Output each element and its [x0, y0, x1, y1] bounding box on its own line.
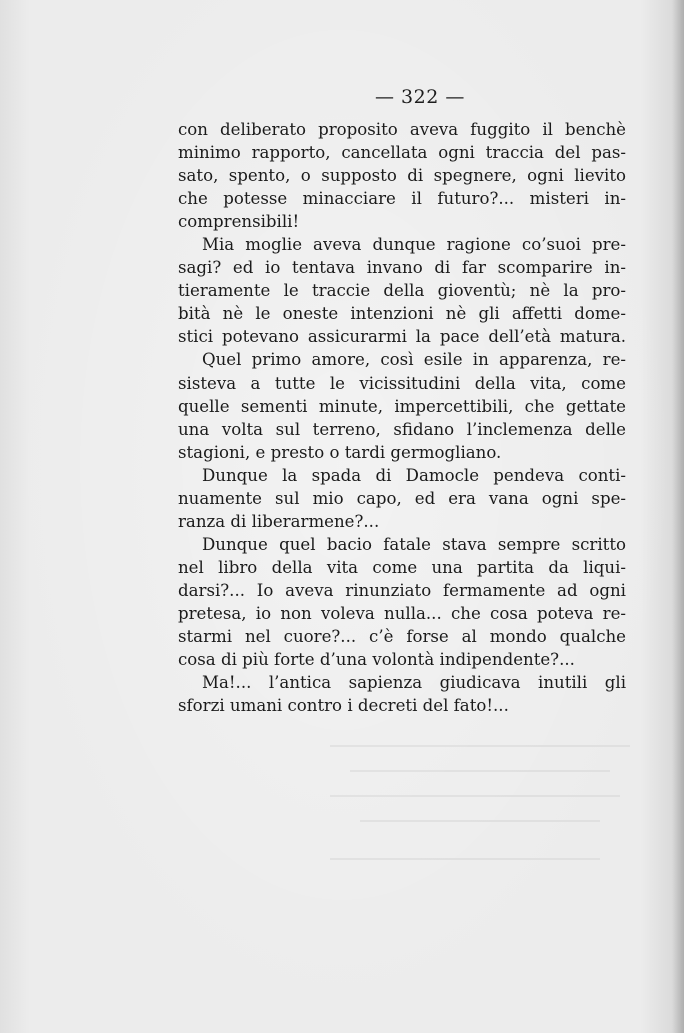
page-number: — 322 — [375, 86, 465, 108]
text-line: Dunque quel bacio fatale stava sempre scritto [202, 534, 626, 554]
text-line: tieramente le traccie della gioventù; nè la pro- [178, 281, 626, 301]
text-line: nel libro della vita come una partita da liqui- [178, 557, 626, 577]
text-line: sato, spento, o supposto di spegnere, ogni lievito [178, 166, 626, 186]
text-line: sisteva a tutte le vicissitudini della vita, come [178, 373, 626, 393]
text-line: Ma!... l’antica sapienza giudicava inutili gli [202, 673, 626, 693]
text-line: Mia moglie aveva dunque ragione co’suoi pre- [202, 235, 626, 255]
page-edge-shadow [672, 0, 684, 1033]
text-line: con deliberato proposito aveva fuggito il benchè [178, 120, 626, 139]
text-line: comprensibili! [178, 212, 300, 232]
text-line: stagioni, e presto o tardi germogliano. [178, 442, 502, 462]
body-text [178, 118, 626, 717]
text-line: Dunque la spada di Damocle pendeva conti- [202, 465, 626, 485]
text-line: sagi? ed io tentava invano di far scomparire in- [178, 258, 626, 278]
show-through-mark [350, 770, 610, 772]
text-line: ranza di liberarmene?... [178, 511, 380, 531]
text-line: minimo rapporto, cancellata ogni traccia del pas- [178, 143, 626, 163]
show-through-mark [330, 858, 600, 860]
text-line: stici potevano assicurarmi la pace dell’età matura. [178, 327, 626, 347]
text-line: che potesse minacciare il futuro?... misteri in- [178, 189, 626, 209]
text-line: quelle sementi minute, impercettibili, che gettate [178, 396, 626, 416]
text-line: darsi?... Io aveva rinunziato fermamente ad ogni [178, 580, 626, 600]
text-line: bità nè le oneste intenzioni nè gli affetti dome- [178, 304, 626, 324]
text-line: starmi nel cuore?... c’è forse al mondo qualche [178, 627, 626, 647]
text-line: sforzi umani contro i decreti del fato!... [178, 696, 509, 716]
show-through-mark [330, 795, 620, 797]
text-line: Quel primo amore, così esile in apparenza, re- [202, 350, 626, 370]
show-through-mark [330, 745, 630, 747]
show-through-mark [360, 820, 600, 822]
text-line: nuamente sul mio capo, ed era vana ogni spe- [178, 488, 626, 508]
text-line: cosa di più forte d’una volontà indipendente?... [178, 650, 575, 670]
text-line: pretesa, io non voleva nulla... che cosa poteva re- [178, 603, 626, 623]
text-line: una volta sul terreno, sfidano l’inclemenza delle [178, 419, 626, 439]
